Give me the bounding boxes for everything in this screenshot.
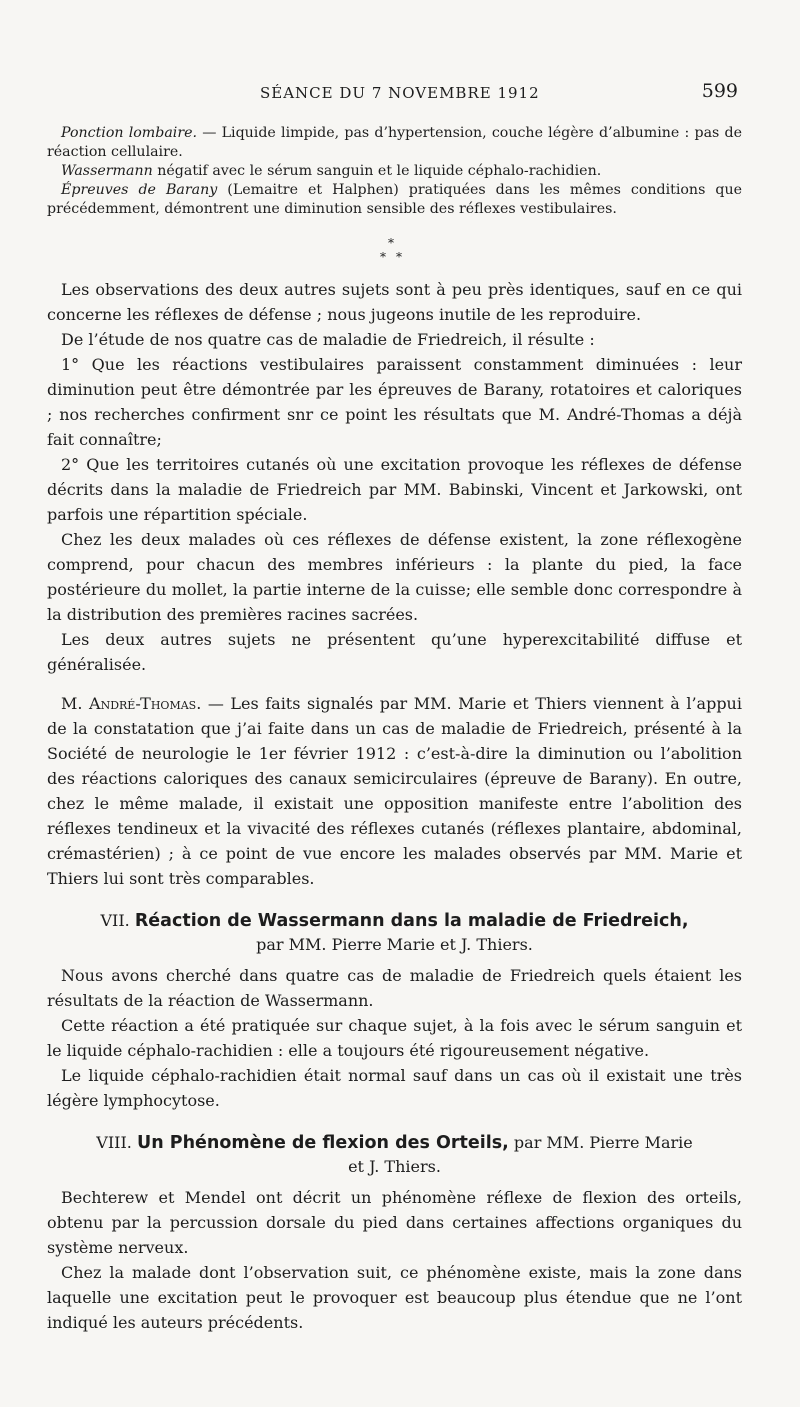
running-title: SÉANCE DU 7 NOVEMBRE 1912 bbox=[260, 84, 540, 102]
paragraph: 2° Que les territoires cutanés où une excitation provoque les réflexes de défense décrits dans la maladie de Friedreich par MM. Babinski, Vincent et Jarkowski, ont parfois une répartition spéciale. bbox=[47, 455, 742, 524]
asterism-star: * bbox=[396, 250, 402, 264]
note-text: (Lemaitre et Halphen) pratiquées dans les mêmes conditions que précédemment, démontrent une diminution sensible des réflexes vestibulaires. bbox=[47, 182, 742, 217]
paragraph: Le liquide céphalo-rachidien était normal sauf dans un cas où il existait une très légère lymphocytose. bbox=[47, 1066, 742, 1110]
asterism bbox=[47, 227, 742, 267]
asterism-star: * bbox=[388, 236, 394, 250]
page-number: 599 bbox=[701, 80, 738, 102]
page-body bbox=[47, 124, 742, 1335]
paragraph: Chez la malade dont l’observation suit, ce phénomène existe, mais la zone dans laquelle une excitation peut le provoquer est beaucoup plus étendue que ne l’ont indiqué les auteurs précédents. bbox=[47, 1263, 742, 1332]
section-8-heading bbox=[47, 1131, 742, 1179]
discussion-speaker: M. André-Thomas. bbox=[61, 694, 202, 713]
paragraph: Les observations des deux autres sujets sont à peu près identiques, sauf en ce qui concerne les réflexes de défense ; nous jugeons inutile de les reproduire. bbox=[47, 280, 742, 324]
section-authors: par MM. Pierre Marie et J. Thiers. bbox=[256, 935, 533, 954]
paragraph: De l’étude de nos quatre cas de maladie de Friedreich, il résulte : bbox=[61, 330, 595, 349]
paragraph: 1° Que les réactions vestibulaires paraissent constamment diminuées : leur diminution peut être démontrée par les épreuves de Barany, rotatoires et caloriques ; nos recherches confirment snr ce point les résultats que M. André-Thomas a déjà fait connaître; bbox=[47, 355, 742, 449]
section-number: VIII. bbox=[96, 1133, 132, 1152]
section-authors-continued: et J. Thiers. bbox=[348, 1157, 441, 1176]
paragraph: Nous avons cherché dans quatre cas de maladie de Friedreich quels étaient les résultats de la réaction de Wassermann. bbox=[47, 966, 742, 1010]
note-label: Épreuves de Barany bbox=[61, 182, 218, 198]
paragraph: Cette réaction a été pratiquée sur chaque sujet, à la fois avec le sérum sanguin et le liquide céphalo-rachidien : elle a toujours été rigoureusement négative. bbox=[47, 1016, 742, 1060]
note-text: négatif avec le sérum sanguin et le liquide céphalo-rachidien. bbox=[152, 163, 602, 179]
note-barany bbox=[47, 181, 742, 219]
page-header bbox=[0, 80, 800, 110]
asterism-star: * bbox=[380, 250, 386, 264]
note-wassermann bbox=[47, 162, 742, 181]
note-label: Ponction lombaire. bbox=[61, 125, 198, 141]
section-authors: par MM. Pierre Marie bbox=[513, 1133, 693, 1152]
section-7-heading bbox=[47, 909, 742, 957]
note-ponction bbox=[47, 124, 742, 162]
note-label: Wassermann bbox=[61, 163, 153, 179]
section-title: Un Phénomène de flexion des Orteils, bbox=[136, 1133, 509, 1153]
note-text: — Liquide limpide, pas d’hypertension, couche légère d’albumine : pas de réaction cellulaire. bbox=[47, 125, 743, 160]
section-title: Réaction de Wassermann dans la maladie de Friedreich, bbox=[134, 911, 689, 931]
discussion-text: — Les faits signalés par MM. Marie et Thiers viennent à l’appui de la constatation que j’ai faite dans un cas de maladie de Friedreich, présenté à la Société de neurologie le 1er février 1912 : c’est-à-dire la diminution ou l’abolition des réactions caloriques des canaux semicirculaires (épreuve de Barany). En outre, chez le même malade, il existait une opposition manifeste entre l’abolition des réflexes tendineux et la vivacité des réflexes cutanés (réflexes plantaire, abdominal, crémastérien) ; à ce point de vue encore les malades observés par MM. Marie et Thiers lui sont très comparables. bbox=[47, 694, 742, 888]
discussion-paragraph bbox=[47, 691, 742, 891]
paragraph: Les deux autres sujets ne présentent qu’une hyperexcitabilité diffuse et généralisée. bbox=[47, 630, 742, 674]
paragraph: Bechterew et Mendel ont décrit un phénomène réflexe de flexion des orteils, obtenu par la percussion dorsale du pied dans certaines affections organiques du système nerveux. bbox=[47, 1188, 742, 1257]
paragraph: Chez les deux malades où ces réflexes de défense existent, la zone réflexogène comprend, pour chacun des membres inférieurs : la plante du pied, la face postérieure du mollet, la partie interne de la cuisse; elle semble donc correspondre à la distribution des premières racines sacrées. bbox=[47, 530, 742, 624]
section-number: VII. bbox=[100, 911, 130, 930]
